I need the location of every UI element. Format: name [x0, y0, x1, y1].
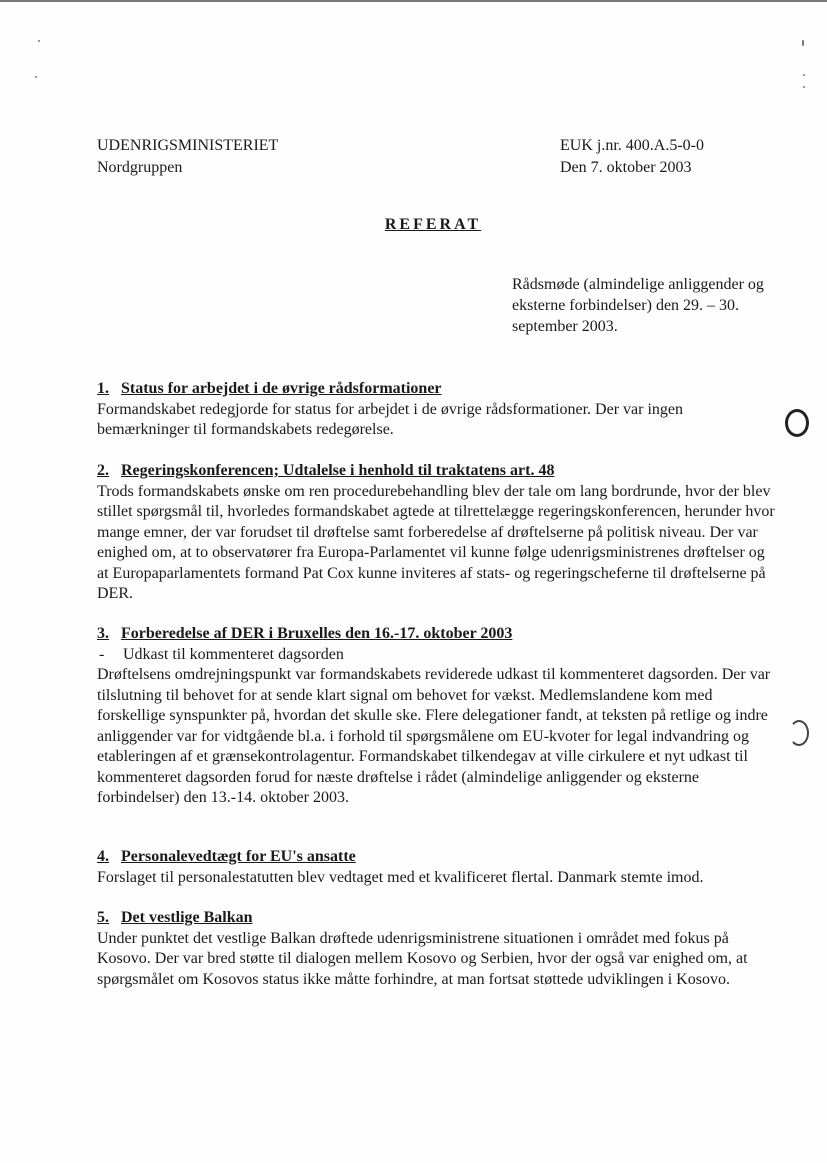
scan-speck	[803, 74, 805, 76]
reference-block	[560, 135, 704, 179]
section-body: Forslaget til personalestatutten blev vedtaget med et kvalificeret flertal. Danmark stemte imod.	[97, 868, 704, 886]
scan-speck	[802, 40, 804, 46]
section-number: 4.	[97, 848, 109, 865]
bullet-dash: -	[99, 645, 105, 663]
section-5	[97, 908, 777, 990]
section-4	[97, 847, 777, 888]
section-body: Drøftelsens omdrejningspunkt var formandskabets reviderede udkast til kommenteret dagsorden. Der var tilslutning til behovet for at sende klart signal om behovet for vækst. Medlemslandene kom med forskellige synspunkter på, hvordan det skulle ske. Flere delegationer fandt, at teksten på retlige og indre anliggender var for vidtgående bl.a. i forhold til spørgsmålene om EU-kvoter for legal indvandring og etableringen af et grænsekontrolagentur. Formandskabet tilkendegav at ville cirkulere et nyt udkast til kommenteret dagsorden forud for næste drøftelse i rådet (almindelige anliggender og eksterne forbindelser) den 13.-14. oktober 2003.	[97, 666, 771, 806]
scan-speck	[803, 86, 805, 88]
document-title: REFERAT	[384, 216, 482, 233]
scan-speck	[35, 76, 37, 78]
section-body: Under punktet det vestlige Balkan drøftede udenrigsministrene situationen i området med fokus på Kosovo. Der var bred støtte til dialogen mellem Kosovo og Serbien, hvor der også var enighed om, at spørgsmålet om Kosovos status ikke måtte forhindre, at man fortsat støttede udviklingen i Kosovo.	[97, 929, 748, 988]
meeting-info: Rådsmøde (almindelige anliggender og eksterne forbindelser) den 29. – 30. september 2003.	[512, 276, 764, 335]
sender-org: UDENRIGSMINISTERIET	[97, 137, 279, 154]
section-heading	[97, 461, 777, 482]
section-heading	[97, 908, 777, 929]
section-body: Trods formandskabets ønske om ren procedurebehandling blev der tale om lang bordrunde, hvor der blev stillet spørgsmål til, hvorledes formandskabet agtede at tilrettelægge regeringskonferencen, herunder hvor mange emner, der var forudset til drøftelse samt forberedelse af drøftelserne på politisk niveau. Der var enighed om, at to observatører fra Europa-Parlamentet vil kunne følge udenrigsministrenes drøftelser og at Europaparlamentets formand Pat Cox kunne inviteres af stats- og regeringscheferne til drøftelserne på DER.	[97, 482, 775, 602]
section-heading	[97, 624, 777, 645]
section-number: 2.	[97, 462, 109, 479]
sender-block	[97, 135, 278, 179]
journal-number: EUK j.nr. 400.A.5-0-0	[560, 137, 704, 154]
section-2	[97, 461, 777, 605]
binder-hole-mark	[785, 409, 809, 437]
section-heading	[97, 847, 777, 868]
section-heading-text: Status for arbejdet i de øvrige rådsformationer	[121, 380, 442, 397]
section-bullet	[97, 645, 777, 666]
section-1	[97, 379, 777, 441]
scan-speck	[38, 40, 40, 42]
bullet-text: Udkast til kommenteret dagsorden	[123, 645, 344, 663]
section-3	[97, 624, 777, 809]
section-number: 3.	[97, 625, 109, 642]
section-heading-text: Regeringskonferencen; Udtalelse i henhold til traktatens art. 48	[121, 462, 555, 479]
scan-top-edge	[0, 0, 827, 2]
section-heading-text: Personalevedtægt for EU's ansatte	[121, 848, 356, 865]
document-date: Den 7. oktober 2003	[560, 159, 692, 176]
section-heading	[97, 379, 777, 400]
section-number: 1.	[97, 380, 109, 397]
sender-unit: Nordgruppen	[97, 159, 183, 176]
section-heading-text: Forberedelse af DER i Bruxelles den 16.-17. oktober 2003	[121, 625, 513, 642]
binder-hole-mark	[789, 720, 809, 746]
section-heading-text: Det vestlige Balkan	[121, 909, 253, 926]
section-body: Formandskabet redegjorde for status for arbejdet i de øvrige rådsformationer. Der var ingen bemærkninger til formandskabets redegørelse.	[97, 400, 684, 438]
section-number: 5.	[97, 909, 109, 926]
